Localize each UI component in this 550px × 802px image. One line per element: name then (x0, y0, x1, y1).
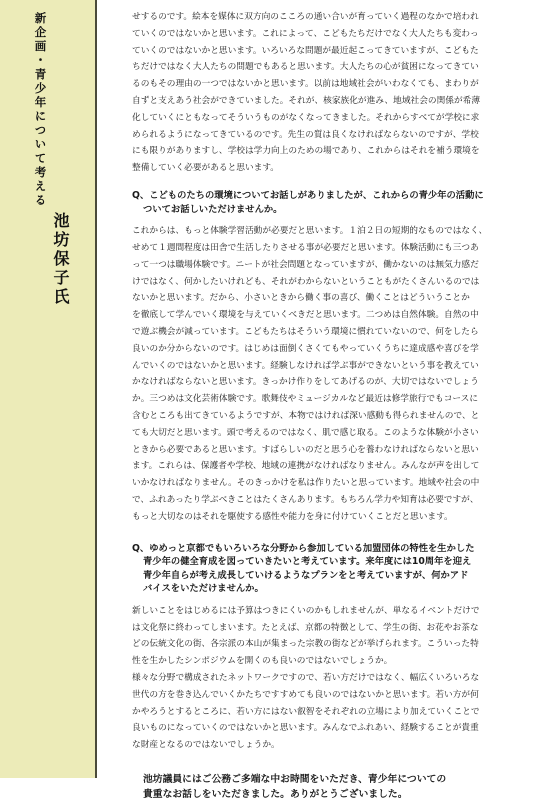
text-line: Q、こどものたちの環境についてお話しがありましたが、これからの青少年の活動に (132, 189, 484, 201)
text-line: せめて１週間程度は田舎で生活したりさせる事が必要だと思います。体験活動にも三つあ (132, 242, 479, 253)
text-line: ていくのではないかと思います。これによって、こどもたちだけでなく大人たちも変わっ (132, 28, 479, 39)
text-line: って一つは職場体験です。ニートが社会問題となっていますが、働かないのは無気力感だ (132, 259, 479, 270)
text-line: ちだけではなく大人たちの問題でもあると思います。大人たちの心が貧困になってきてい (132, 62, 479, 73)
text-line: 性を生かしたシンポジウムを開くのも良いのではないでしょうか。 (132, 656, 393, 667)
paragraph-answer-1 (132, 223, 524, 525)
text-line: な財産となるのではないでしょうか。 (132, 740, 280, 751)
paragraph-answer-2 (132, 603, 524, 754)
text-line: で、ふれあったり学ぶべきことはたくさんあります。もちろん学力や知育は必要ですが、 (132, 494, 479, 505)
text-line: るのもその理由の一つではないかと思います。以前は地域社会がいわなくても、まわりが (132, 79, 479, 90)
text-line: 青少年自らが考え成長していけるようなプランをと考えていますが、何かアド (143, 569, 469, 581)
text-line: を徹底して学んでいく環境を与えていくべきだと思います。二つめは自然体験。自然の中 (132, 310, 479, 321)
article-body (132, 9, 524, 802)
paragraph-intro (132, 9, 524, 177)
text-line: けではなく、何かしたいけれども、それがわからないということもがたくさんいるのでは (132, 276, 480, 287)
text-line: せするのです。絵本を媒体に双方向のこころの通い合いが育っていく過程のなかで培われ (132, 12, 479, 22)
text-line: バイスをいただけませんか。 (143, 583, 264, 595)
text-line: 世代の方を巻き込んでいくかたちですすめても良いのではないかと思います。若い方が何 (132, 689, 479, 700)
closing-remarks (132, 772, 524, 802)
question-1 (132, 189, 524, 216)
text-line: 貴重なお話しをいただきました。ありがとうございました。 (143, 789, 408, 801)
text-line: められるようになってきているのです。先生の質は良くなければならないのですが、学校 (132, 129, 479, 140)
text-line: か。三つめは文化芸術体験です。歌舞伎やミュージカルなど最近は修学旅行でもコースに (132, 394, 479, 405)
author-name: 池坊保子氏 (51, 212, 70, 307)
text-line: 自ずと支えあう社会ができていました。それが、核家族化が進み、地域社会の関係が希薄 (132, 95, 481, 106)
text-line: いかなければなりません。そのきっかけを私は作りたいと思っています。地域や社会の中 (132, 478, 480, 489)
text-line: もっと大切なのはそれを駆使する感性や能力を身に付けていくことだと思います。 (132, 511, 453, 522)
text-line: で遊ぶ機会が減っています。こどもたちはそういう環境に慣れていないので、何をしたら (132, 326, 479, 337)
text-line: 化していくにともなってそういうものがなくなってきました。それからすべてが学校に求 (132, 112, 480, 123)
text-line: ます。これらは、保護者や学校、地域の連携がなければなりません。みんなが声を出して (132, 461, 480, 472)
text-line: これからは、もっと体験学習活動が必要だと思います。１泊２日の短期的なものではなく、 (132, 226, 488, 237)
text-line: ないかと思います。だから、小さいときから働く事の喜び、働くことはどういうことか (132, 293, 470, 304)
sidebar (0, 0, 97, 778)
text-line: かやろうとするところに、若い方にはない叡智をそれぞれの立場により加えていくことで (132, 706, 480, 717)
text-line: Q、ゆめっと京都でもいろいろな分野から参加している加盟団体の特性を生かした (132, 542, 475, 554)
text-line: どの伝統文化の街、各宗派の本山が集まった宗教の街などが挙げられます。こういった特 (132, 639, 479, 650)
text-line: 池坊議員にはご公務ご多端な中お時間をいただき、青少年についての (143, 774, 447, 786)
series-title: 新企画・青少年について考える (33, 12, 48, 208)
text-line: にも限りがありますし、学校は学力向上のための場であり、これからはそれを補う環境を (132, 146, 480, 157)
text-line: 整備していく必要があると思います。 (132, 163, 279, 174)
text-line: 良いものになっていくのではないかと思います。みんなでふれあい、経験することが貴重 (132, 723, 479, 734)
text-line: んでいくのではないかと思います。経験しなければ学ぶ事ができないという事を教えてい (132, 360, 479, 371)
text-line: ときから必要であると思います。すばらしいのだと思う心を養わなければならないと思い (132, 444, 479, 455)
text-line: 青少年の健全育成を図っていきたいと考えています。来年度には10周年を迎え (143, 556, 472, 568)
question-2 (132, 542, 524, 596)
text-line: かなければならないと思います。きっかけ作りをしてあげるのが、大切ではないでしょう (132, 377, 479, 388)
text-line: ても大切だと思います。頭で考えるのではなく、肌で感じ取る。このような体験が小さい (132, 427, 479, 438)
text-line: 含むところも出てきているようですが、本物ではければ深い感動も得られませんので、と (132, 410, 480, 421)
text-line: 新しいことをはじめるには予算はつきにくいのかもしれませんが、単なるイベントだけで (132, 605, 480, 616)
text-line: ていくのではないかと思います。いろいろな問題が最近起こってきていますが、こどもた (132, 45, 479, 56)
text-line: 良いのか分からないのです。はじめは面倒くさくてもやっていくうちに達成感や喜びを学 (132, 343, 479, 354)
text-line: ついてお話しいただけませんか。 (143, 203, 283, 215)
text-line: は文化祭に終わってしまいます。たとえば、京都の特徴として、学生の街、お花やお茶な (132, 622, 479, 633)
text-line: 様々な分野で構成されたネットワークですので、若い方だけではなく、幅広くいろいろな (132, 673, 480, 684)
